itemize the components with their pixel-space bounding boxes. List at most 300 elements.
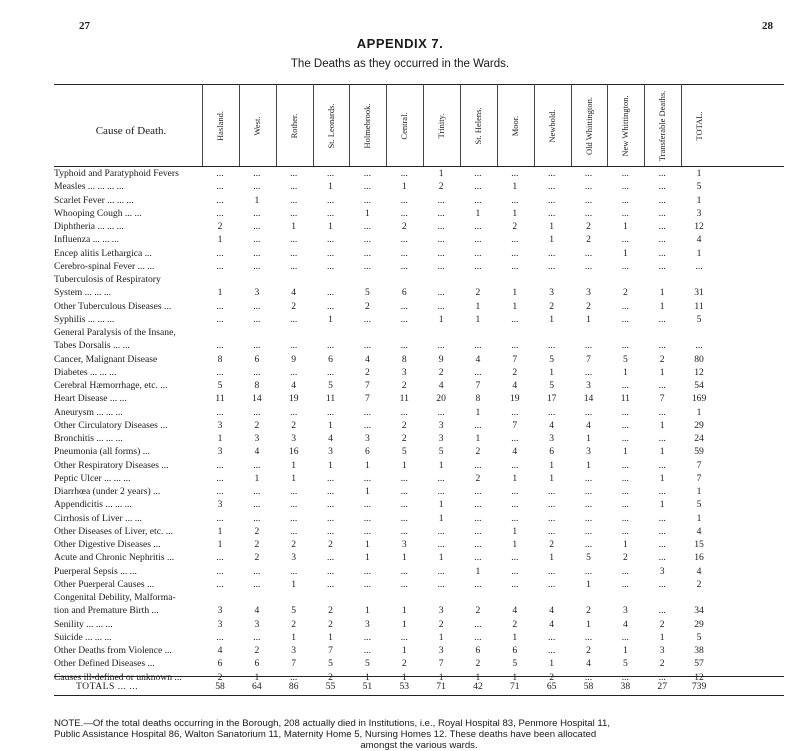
row-label: Other Puerperal Causes ... — [54, 578, 155, 590]
table-subtitle: The Deaths as they occurred in the Wards. — [290, 58, 510, 70]
table-cell: ... — [511, 168, 519, 179]
table-cell: ... — [363, 512, 371, 524]
table-cell: 19 — [510, 393, 520, 405]
table-cell: ... — [326, 234, 335, 246]
column-rule — [276, 84, 277, 166]
table-cell: 1 — [364, 207, 370, 219]
table-cell: 2 — [475, 605, 481, 617]
table-cell: 5 — [622, 353, 628, 365]
table-cell: ... — [621, 234, 629, 246]
table-cell: ... — [511, 247, 519, 259]
table-cell: 3 — [696, 207, 702, 219]
table-cell: 1 — [696, 168, 702, 179]
table-cell: ... — [437, 525, 445, 537]
table-cell: 1 — [512, 671, 518, 683]
table-cell: ... — [548, 406, 556, 418]
table-cell: ... — [253, 168, 261, 179]
table-cell: ... — [658, 221, 666, 232]
table-cell: ... — [326, 512, 335, 524]
table-cell: 2 — [622, 552, 628, 564]
table-cell: ... — [216, 512, 224, 524]
table-cell: ... — [363, 340, 371, 352]
table-cell: 4 — [549, 618, 555, 630]
table-cell: ... — [548, 194, 556, 206]
column-rule — [681, 84, 682, 166]
table-cell: 1 — [364, 539, 370, 550]
table-cell: 8 — [217, 353, 223, 365]
page-number-left: 27 — [79, 20, 90, 32]
column-header-label: St. Leonards. — [325, 102, 336, 149]
table-cell: 3 — [438, 419, 444, 431]
row-label: Heart Disease ... ... — [54, 393, 127, 405]
table-cell: 3 — [659, 565, 665, 577]
table-cell: ... — [216, 313, 224, 325]
table-cell: 1 — [586, 618, 591, 630]
table-cell: 1 — [512, 287, 518, 299]
table-cell: 4 — [622, 618, 628, 630]
table-cell: ... — [548, 499, 556, 511]
table-cell: ... — [290, 366, 298, 378]
table-cell: 2 — [401, 433, 407, 444]
table-cell: 1 — [586, 459, 591, 471]
table-cell: ... — [326, 552, 335, 564]
table-cell: 17 — [546, 393, 557, 405]
row-label: General Paralysis of the Insane, — [54, 327, 176, 338]
table-cell: ... — [253, 459, 261, 471]
table-cell: 2 — [475, 446, 481, 458]
table-cell: 1 — [512, 631, 518, 643]
table-cell: 3 — [217, 499, 223, 511]
table-cell: 1 — [659, 631, 665, 643]
table-cell: 6 — [401, 287, 407, 299]
table-cell: 1 — [254, 671, 260, 683]
table-cell: 1 — [438, 313, 444, 325]
table-cell: 4 — [291, 287, 297, 299]
table-cell: ... — [658, 605, 666, 617]
table-cell: ... — [400, 565, 408, 577]
table-cell: ... — [326, 194, 335, 206]
table-cell: 5 — [586, 552, 591, 564]
table-cell: 2 — [512, 221, 518, 232]
table-cell: ... — [584, 340, 593, 352]
table-cell: ... — [658, 459, 666, 471]
table-cell: ... — [621, 380, 629, 391]
row-label: Other Respiratory Diseases ... — [54, 459, 169, 471]
table-cell: 1 — [401, 459, 407, 471]
table-cell: 3 — [217, 605, 223, 617]
deaths-table — [54, 84, 784, 714]
table-cell: ... — [216, 340, 224, 352]
column-header-label: Rother. — [288, 113, 299, 138]
table-cell: 1 — [291, 221, 297, 232]
table-cell: ... — [548, 207, 556, 219]
table-cell: 1 — [364, 552, 370, 564]
table-cell: 15 — [694, 539, 704, 550]
table-cell: ... — [400, 472, 408, 484]
table-cell: ... — [584, 194, 593, 206]
table-cell: 5 — [549, 380, 555, 391]
table-cell: ... — [621, 181, 629, 193]
table-cell: ... — [290, 512, 298, 524]
table-cell: ... — [363, 419, 371, 431]
table-cell: ... — [216, 260, 224, 272]
table-cell: 1 — [475, 300, 481, 312]
table-cell: ... — [363, 406, 371, 418]
totals-cell: 65 — [546, 681, 557, 692]
table-cell: 11 — [325, 393, 336, 405]
table-cell: 8 — [475, 393, 481, 405]
table-cell: ... — [621, 433, 629, 444]
column-header-label: Newbold. — [546, 108, 557, 143]
table-cell: ... — [474, 525, 482, 537]
table-cell: ... — [253, 565, 261, 577]
table-cell: ... — [621, 499, 629, 511]
row-label: Influenza ... ... ... — [54, 234, 120, 246]
table-cell: ... — [548, 247, 556, 259]
table-cell: ... — [400, 631, 408, 643]
column-header — [608, 88, 642, 163]
table-cell: ... — [548, 486, 556, 497]
row-label: tion and Premature Birth ... — [54, 605, 159, 617]
table-cell: 7 — [512, 419, 518, 431]
table-cell: 1 — [328, 313, 333, 325]
table-cell: 5 — [364, 287, 370, 299]
table-cell: 1 — [622, 446, 628, 458]
table-cell: 3 — [254, 433, 260, 444]
table-cell: 2 — [586, 300, 591, 312]
table-cell: ... — [216, 181, 224, 193]
table-cell: ... — [253, 406, 261, 418]
table-cell: 5 — [622, 658, 628, 670]
table-cell: ... — [437, 340, 445, 352]
table-cell: 3 — [291, 645, 297, 656]
table-cell: 2 — [217, 671, 223, 683]
table-cell: ... — [474, 340, 482, 352]
column-header — [277, 88, 311, 163]
table-cell: ... — [216, 459, 224, 471]
table-cell: ... — [326, 578, 335, 590]
table-cell: ... — [216, 247, 224, 259]
column-rule — [386, 84, 387, 166]
table-cell: ... — [290, 486, 298, 497]
table-cell: 3 — [622, 605, 628, 617]
table-cell: ... — [621, 512, 629, 524]
table-cell: ... — [511, 313, 519, 325]
table-cell: ... — [216, 194, 224, 206]
table-cell: ... — [548, 525, 556, 537]
table-cell: 7 — [475, 380, 481, 391]
table-cell: ... — [621, 671, 629, 683]
column-rule — [607, 84, 608, 166]
table-cell: ... — [621, 300, 629, 312]
table-top-rule — [54, 84, 784, 85]
table-cell: ... — [326, 486, 335, 497]
table-cell: ... — [400, 499, 408, 511]
table-cell: 6 — [512, 645, 518, 656]
table-cell: 24 — [694, 433, 704, 444]
table-cell: ... — [363, 631, 371, 643]
column-header-label: Old Whittington. — [583, 96, 594, 155]
table-cell: 11 — [620, 393, 630, 405]
table-cell: ... — [658, 181, 666, 193]
table-cell: 7 — [328, 645, 333, 656]
table-cell: 1 — [438, 512, 444, 524]
table-cell: 1 — [696, 486, 702, 497]
row-label: Encep alitis Lethargica ... — [54, 247, 152, 259]
table-cell: 9 — [438, 353, 444, 365]
table-cell: ... — [511, 340, 519, 352]
table-cell: ... — [584, 512, 593, 524]
column-header-label: Central. — [399, 111, 410, 140]
table-cell: ... — [621, 419, 629, 431]
table-cell: 34 — [694, 605, 704, 617]
row-label: Other Tuberculous Diseases ... — [54, 300, 172, 312]
table-cell: ... — [363, 645, 371, 656]
table-cell: 2 — [586, 645, 591, 656]
table-cell: 6 — [254, 658, 260, 670]
table-cell: 4 — [291, 380, 297, 391]
column-header — [498, 88, 532, 163]
column-header-label: Trinity. — [436, 113, 447, 138]
row-label: Congenital Debility, Malforma- — [54, 592, 176, 603]
table-cell: 2 — [254, 539, 260, 550]
table-cell: ... — [658, 380, 666, 391]
table-cell: ... — [326, 260, 335, 272]
totals-cell: 55 — [325, 681, 336, 692]
table-cell: ... — [326, 565, 335, 577]
table-cell: 4 — [696, 565, 702, 577]
table-cell: 8 — [254, 380, 260, 391]
table-cell: 1 — [696, 406, 702, 418]
table-cell: 14 — [252, 393, 262, 405]
table-cell: ... — [584, 525, 593, 537]
table-cell: 3 — [586, 446, 591, 458]
appendix-title: APPENDIX 7. — [356, 36, 444, 51]
table-cell: ... — [621, 459, 629, 471]
table-cell: 2 — [364, 300, 370, 312]
totals-cell: 42 — [473, 681, 483, 692]
table-cell: ... — [400, 247, 408, 259]
row-label: Acute and Chronic Nephritis ... — [54, 552, 175, 564]
table-cell: ... — [216, 631, 224, 643]
table-cell: ... — [437, 247, 445, 259]
table-cell: ... — [474, 578, 482, 590]
table-cell: 5 — [549, 353, 555, 365]
table-cell: 1 — [475, 406, 481, 418]
table-cell: ... — [326, 499, 335, 511]
table-cell: 11 — [215, 393, 225, 405]
table-cell: 29 — [694, 618, 704, 630]
table-cell: ... — [253, 499, 261, 511]
table-cell: ... — [253, 631, 261, 643]
table-cell: 12 — [694, 221, 704, 232]
table-cell: ... — [400, 260, 408, 272]
table-cell: 1 — [438, 631, 444, 643]
table-cell: 1 — [364, 671, 370, 683]
table-cell: 3 — [254, 618, 260, 630]
table-cell: 7 — [659, 393, 665, 405]
totals-cell: 53 — [399, 681, 410, 692]
table-cell: 3 — [291, 433, 297, 444]
row-label: Syphilis ... ... ... — [54, 313, 115, 325]
table-cell: 2 — [401, 658, 407, 670]
table-cell: ... — [253, 578, 261, 590]
table-cell: 5 — [438, 446, 444, 458]
table-cell: ... — [437, 539, 445, 550]
table-cell: 1 — [217, 287, 223, 299]
table-cell: ... — [326, 207, 335, 219]
table-cell: 5 — [696, 499, 702, 511]
column-header-label: New Whittington. — [620, 94, 631, 157]
table-cell: 1 — [438, 552, 444, 564]
table-cell: ... — [363, 313, 371, 325]
table-cell: ... — [658, 525, 666, 537]
column-rule — [644, 84, 645, 166]
table-cell: 12 — [694, 366, 704, 378]
table-cell: ... — [548, 168, 556, 179]
table-cell: ... — [437, 194, 445, 206]
table-cell: ... — [437, 472, 445, 484]
table-cell: 2 — [328, 605, 333, 617]
row-label: Scarlet Fever ... ... ... — [54, 194, 134, 206]
column-header — [203, 88, 237, 163]
table-cell: 1 — [549, 313, 555, 325]
table-cell: ... — [437, 565, 445, 577]
column-rule — [349, 84, 350, 166]
table-cell: ... — [695, 340, 703, 352]
table-cell: 2 — [438, 366, 444, 378]
table-cell: 5 — [328, 380, 333, 391]
column-header-label: Moor. — [509, 115, 520, 136]
table-cell: 1 — [659, 472, 665, 484]
table-cell: ... — [437, 300, 445, 312]
table-cell: 4 — [254, 605, 260, 617]
table-cell: ... — [474, 221, 482, 232]
table-cell: ... — [584, 486, 593, 497]
table-cell: ... — [658, 234, 666, 246]
table-cell: 4 — [549, 605, 555, 617]
table-cell: ... — [216, 366, 224, 378]
table-cell: ... — [658, 539, 666, 550]
table-cell: ... — [584, 472, 593, 484]
table-cell: 3 — [217, 446, 223, 458]
row-label: Suicide ... ... ... — [54, 631, 112, 643]
table-cell: 4 — [512, 380, 518, 391]
table-cell: ... — [400, 313, 408, 325]
table-cell: 4 — [254, 446, 260, 458]
table-cell: 1 — [696, 247, 702, 259]
table-cell: ... — [658, 433, 666, 444]
table-cell: 3 — [217, 419, 223, 431]
table-cell: 2 — [659, 658, 665, 670]
table-cell: 1 — [217, 234, 223, 246]
table-cell: 1 — [291, 459, 297, 471]
table-cell: ... — [363, 181, 371, 193]
table-cell: 7 — [364, 380, 370, 391]
column-rule — [423, 84, 424, 166]
table-cell: ... — [437, 207, 445, 219]
table-cell: 57 — [694, 658, 704, 670]
table-cell: ... — [584, 671, 593, 683]
table-cell: 1 — [291, 631, 297, 643]
table-cell: ... — [437, 486, 445, 497]
table-cell: 1 — [217, 433, 223, 444]
column-header-label: Hasland. — [215, 110, 225, 141]
table-cell: 1 — [328, 181, 333, 193]
table-cell: ... — [584, 539, 593, 550]
table-cell: ... — [474, 247, 482, 259]
table-cell: ... — [326, 472, 335, 484]
table-cell: 19 — [288, 393, 299, 405]
row-label: Bronchitis ... ... ... — [54, 433, 123, 444]
totals-cell: 51 — [362, 681, 373, 692]
table-cell: 6 — [549, 446, 555, 458]
table-cell: ... — [474, 631, 482, 643]
table-cell: 3 — [586, 287, 591, 299]
table-cell: ... — [584, 207, 593, 219]
table-cell: 14 — [583, 393, 594, 405]
table-cell: ... — [363, 221, 371, 232]
table-cell: ... — [253, 366, 261, 378]
table-cell: ... — [695, 260, 703, 272]
table-cell: 1 — [586, 578, 591, 590]
table-cell: 7 — [586, 353, 591, 365]
table-cell: 3 — [586, 380, 591, 391]
footnote-line-2: Public Assistance Hospital 86, Walton Sanatorium 11, Maternity Home 5, Nursing Homes 12. These deaths have been allocated — [54, 729, 597, 740]
table-cell: 3 — [438, 605, 444, 617]
table-cell: 3 — [254, 287, 260, 299]
table-cell: 7 — [512, 353, 518, 365]
row-label: Other Diseases of Liver, etc. ... — [54, 525, 173, 537]
table-cell: ... — [658, 671, 666, 683]
footnote-line-3: amongst the various wards. — [360, 740, 478, 751]
table-cell: 2 — [254, 419, 260, 431]
table-cell: ... — [290, 499, 298, 511]
table-cell: 1 — [659, 419, 665, 431]
row-label: Cirrhosis of Liver ... ... — [54, 512, 142, 524]
table-cell: ... — [363, 499, 371, 511]
table-cell: 80 — [694, 353, 704, 365]
table-cell: ... — [621, 472, 629, 484]
table-cell: ... — [474, 459, 482, 471]
table-cell: ... — [326, 525, 335, 537]
table-cell: 4 — [696, 234, 702, 246]
table-cell: ... — [621, 260, 629, 272]
table-cell: ... — [290, 181, 298, 193]
table-cell: 1 — [364, 459, 370, 471]
row-label: Cancer, Malignant Disease — [54, 353, 158, 365]
table-cell: ... — [511, 512, 519, 524]
table-cell: ... — [216, 207, 224, 219]
table-cell: 3 — [401, 366, 407, 378]
table-cell: ... — [658, 247, 666, 259]
table-cell: ... — [584, 366, 593, 378]
table-cell: ... — [474, 419, 482, 431]
row-label: Peptic Ulcer ... ... ... — [54, 472, 131, 484]
table-cell: ... — [658, 578, 666, 590]
table-cell: 6 — [217, 658, 223, 670]
table-cell: ... — [511, 234, 519, 246]
table-cell: ... — [474, 499, 482, 511]
table-cell: 1 — [291, 472, 297, 484]
table-cell: 1 — [549, 366, 555, 378]
column-header-label: Transferable Deaths. — [657, 90, 668, 161]
column-rule — [202, 84, 203, 166]
row-label: Other Defined Diseases ... — [54, 658, 155, 670]
table-cell: 1 — [475, 565, 481, 577]
table-cell: 1 — [291, 578, 297, 590]
table-cell: 1 — [696, 512, 702, 524]
